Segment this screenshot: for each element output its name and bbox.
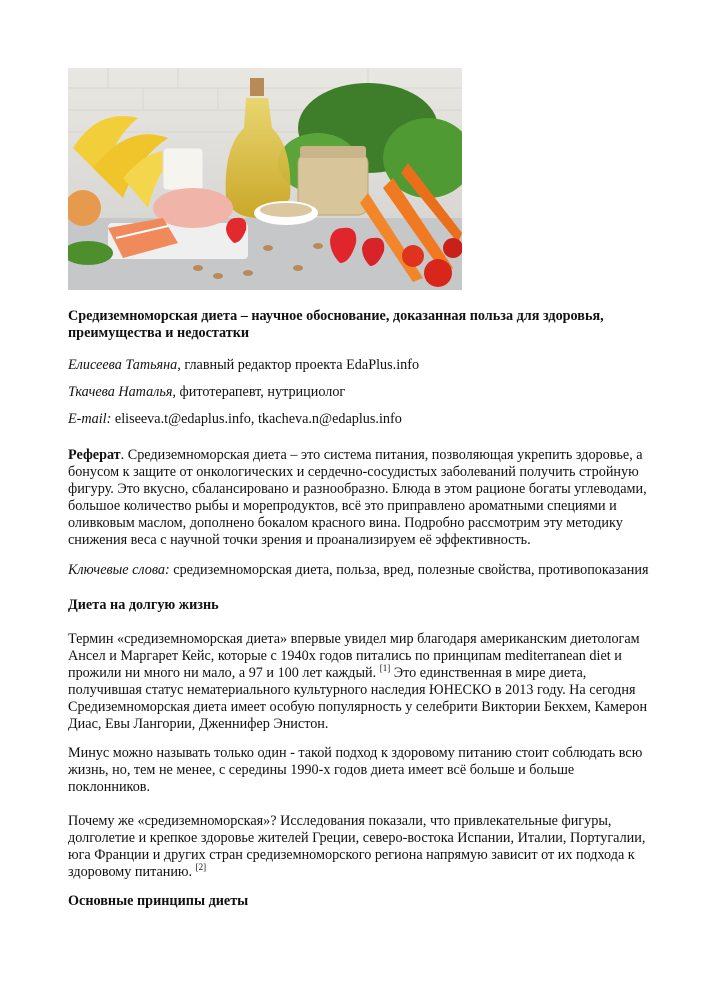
article-title-line: Средиземноморская диета – научное обоснование, доказанная польза для здоровья, <box>68 308 604 324</box>
abstract-text: большое количество рыбы и морепродуктов, всё это приправлено ароматными специями и <box>68 498 617 514</box>
keywords-value: средиземноморская диета, польза, вред, полезные свойства, противопоказания <box>169 562 649 578</box>
email-line <box>68 411 658 428</box>
paragraph-line: долголетие и крепкое здоровье жителей Греции, северо-востока Испании, Италии, Португалии, <box>68 830 646 846</box>
author-role: главный редактор проекта EdaPlus.info <box>180 357 420 373</box>
abstract-text: бонусом к защите от онкологических и сердечно-сосудистых заболеваний получить стройную <box>68 464 639 480</box>
body-paragraph <box>68 813 658 881</box>
email-label: E-mail: <box>68 411 112 427</box>
paragraph-line: юга Франции и других стран средиземноморского региона напрямую зависит от их подхода к <box>68 847 635 863</box>
abstract-text: фигуру. Это вкусно, сбалансировано и разнообразно. Блюда в этом рационе богаты углеводами, <box>68 481 647 497</box>
author-role: фитотерапевт, нутрициолог <box>175 384 346 400</box>
paragraph-line: прожили ни много ни мало, а 97 и 100 лет каждый. <box>68 665 380 681</box>
paragraph-line: Почему же «средиземноморская»? Исследования показали, что привлекательные фигуры, <box>68 813 612 829</box>
body-paragraph <box>68 745 658 796</box>
author-name: Елисеева Татьяна, <box>68 357 181 373</box>
email-value: eliseeva.t@edaplus.info, tkacheva.n@edaplus.info <box>111 411 402 427</box>
abstract-paragraph <box>68 447 658 549</box>
paragraph-line: Минус можно называть только один - такой подход к здоровому питанию стоит соблюдать всю <box>68 745 643 761</box>
paragraph-line: Термин «средиземноморская диета» впервые увидел мир благодаря американским диетологам <box>68 631 640 647</box>
abstract-text: снижения веса с научной точки зрения и проанализируем её эффективность. <box>68 532 531 548</box>
citation-ref[interactable]: [2] <box>195 862 207 872</box>
keywords-line <box>68 562 658 579</box>
article-title-line: преимущества и недостатки <box>68 325 250 341</box>
paragraph-line: жизнь, но, тем не менее, с середины 1990-х годов диета имеет всё больше и больше <box>68 762 575 778</box>
paragraph-line: поклонников. <box>68 779 151 795</box>
section-heading: Диета на долгую жизнь <box>68 597 219 613</box>
paragraph-line: получившая статус нематериального культурного наследия ЮНЕСКО в 2013 году. На сегодня <box>68 682 636 698</box>
author-line <box>68 384 658 401</box>
paragraph-line: Диас, Евы Лангории, Дженнифер Энистон. <box>68 716 329 732</box>
author-name: Ткачева Наталья, <box>68 384 176 400</box>
author-line <box>68 357 658 374</box>
section-heading: Основные принципы диеты <box>68 893 249 909</box>
abstract-text: . Средиземноморская диета – это система питания, позволяющая укрепить здоровье, а <box>120 447 643 463</box>
citation-ref[interactable]: [1] <box>379 663 391 673</box>
body-paragraph <box>68 631 658 733</box>
paragraph-line: Это единственная в мире диета, <box>390 665 587 681</box>
article-title <box>68 308 658 342</box>
keywords-label: Ключевые слова: <box>68 562 170 578</box>
paragraph-line: Средиземноморская диета имеет особую популярность у селебрити Виктории Бекхем, Камерон <box>68 699 648 715</box>
paragraph-line: здоровому питанию. <box>68 864 196 880</box>
paragraph-line: Ансел и Маргарет Кейс, которые с 1940х годов питались по принципам mediterranean diet и <box>68 648 622 664</box>
abstract-text: оливковым маслом, дополнено бокалом красного вина. Подробно рассмотрим эту методику <box>68 515 623 531</box>
hero-food-image <box>68 68 462 290</box>
abstract-label: Реферат <box>68 447 121 463</box>
